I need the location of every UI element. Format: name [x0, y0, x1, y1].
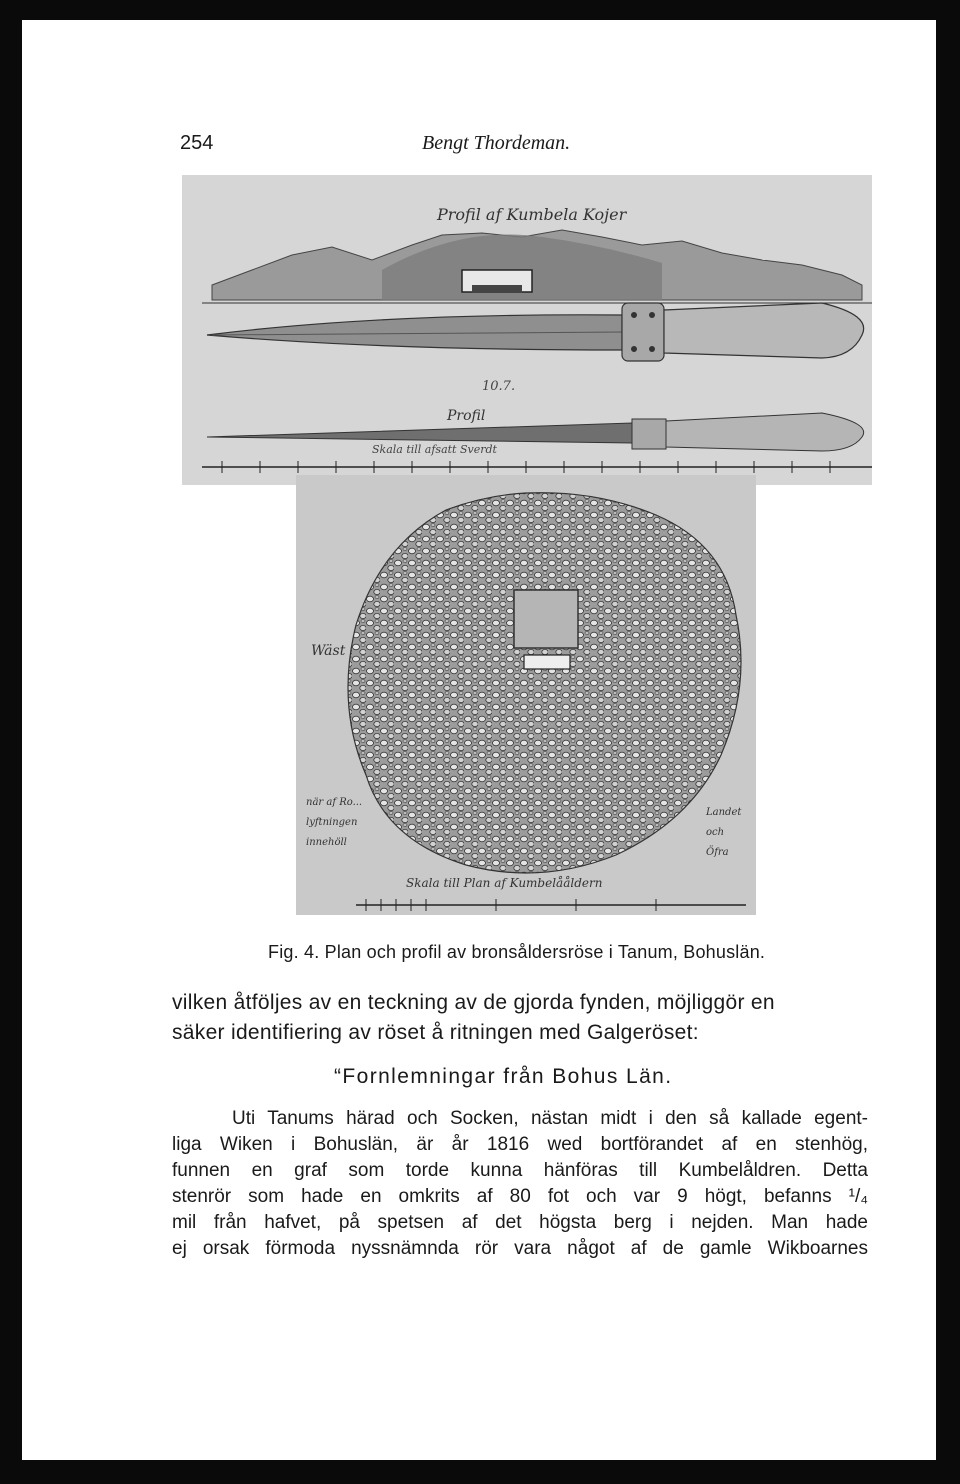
svg-text:lyftningen: lyftningen [306, 817, 358, 828]
svg-text:Profil: Profil [447, 408, 486, 424]
profile-drawing [182, 175, 872, 485]
body-paragraph-1 [172, 988, 868, 1048]
svg-text:10.7.: 10.7. [482, 379, 516, 394]
text-line: mil från hafvet, på spetsen af det högsta berg i nejden. Man hade [172, 1212, 868, 1233]
text-line: funnen en graf som torde kunna hänföras till Kumbelåldren. Detta [172, 1160, 868, 1181]
book-page [22, 20, 936, 1460]
text-line: ej orsak förmoda nyssnämnda rör vara något af de gamle Wikboarnes [172, 1238, 868, 1259]
page-number: 254 [180, 132, 214, 154]
text-line: säker identifiering av röset å ritningen med Galgeröset: [172, 1021, 699, 1044]
svg-text:Skala till afsatt Sverdt: Skala till afsatt Sverdt [372, 443, 497, 456]
svg-text:och: och [706, 827, 725, 838]
svg-text:när af Ro...: när af Ro... [306, 797, 363, 808]
text-line: liga Wiken i Bohuslän, är år 1816 wed bortförandet af en stenhög, [172, 1134, 868, 1155]
svg-text:Öfra: Öfra [706, 847, 729, 858]
text-line: stenrör som hade en omkrits af 80 fot och var 9 högt, befanns ¹/₄ [172, 1186, 868, 1207]
text-line: Uti Tanums härad och Socken, nästan midt i den så kallade egent- [232, 1108, 868, 1129]
text-line: vilken åtföljes av en teckning av de gjorda fynden, möjliggör en [172, 991, 775, 1014]
svg-text:Wäst: Wäst [311, 643, 346, 659]
figure-caption: Fig. 4. Plan och profil av bronsåldersröse i Tanum, Bohuslän. [268, 942, 766, 962]
svg-text:innehöll: innehöll [306, 837, 347, 848]
quote-heading: “Fornlemningar från Bohus Län. [334, 1065, 673, 1088]
running-head: Bengt Thordeman. [422, 132, 571, 154]
plan-drawing [296, 475, 756, 915]
svg-text:Landet: Landet [706, 807, 742, 818]
profile-label: Profil af Kumbela Kojer [437, 205, 627, 224]
plan-scale-label: Skala till Plan af Kumbelååldern [406, 876, 603, 890]
body-paragraph-2 [172, 1106, 868, 1262]
